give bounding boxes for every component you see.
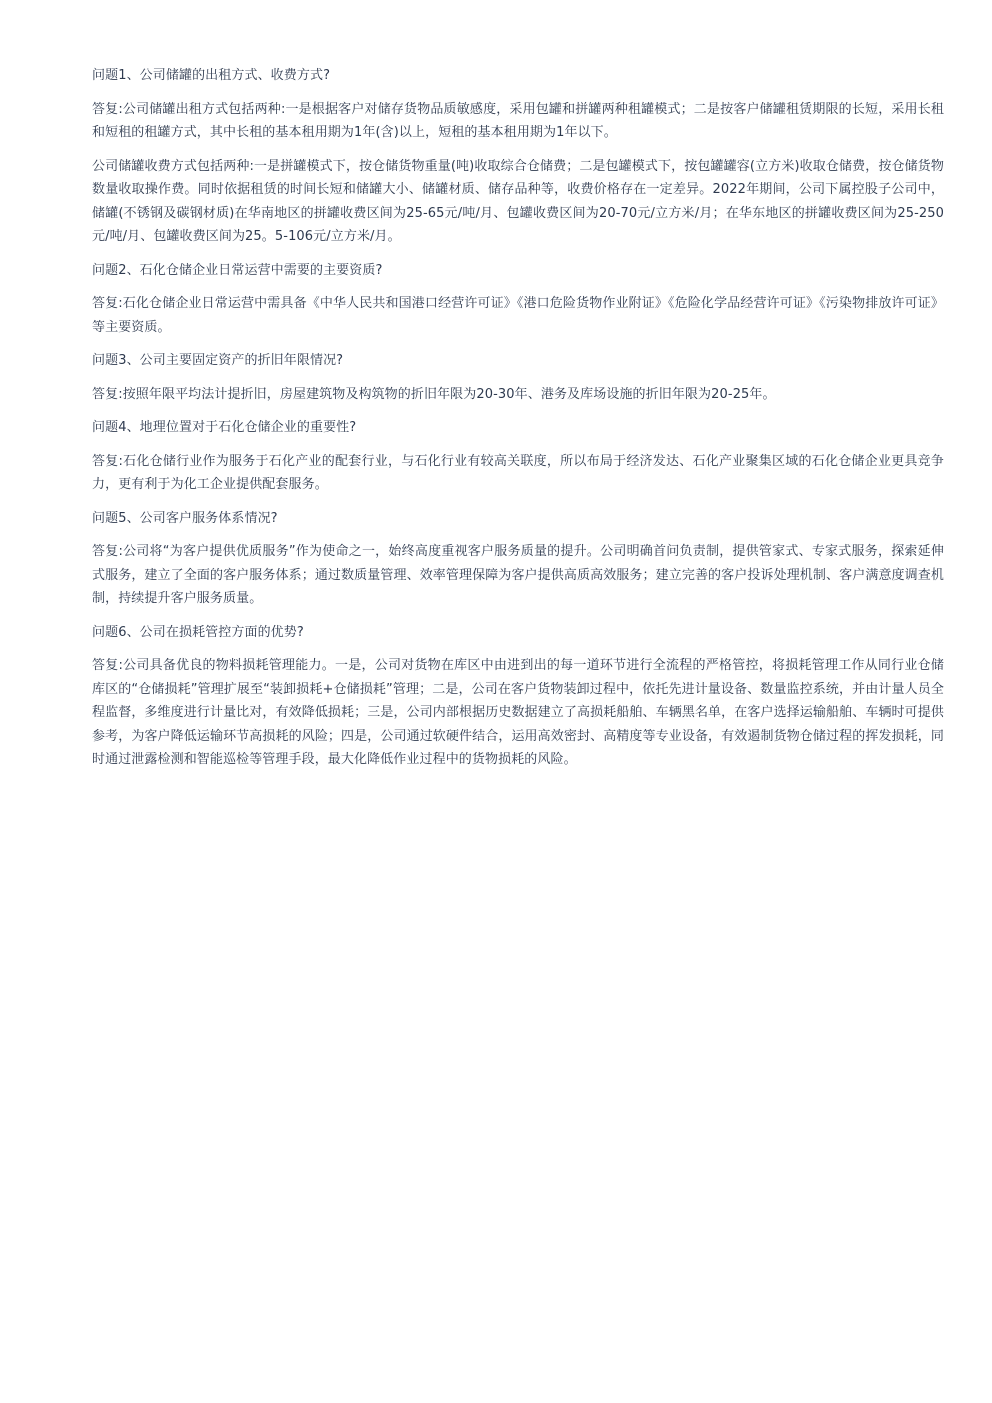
answer-4: 答复:石化仓储行业作为服务于石化产业的配套行业，与石化行业有较高关联度，所以布局于经济发达、石化产业聚集区域的石化仓储企业更具竞争力，更有利于为化工企业提供配套服务。 — [92, 453, 944, 492]
question-1: 问题1、公司储罐的出租方式、收费方式? — [92, 68, 331, 83]
answer-3: 答复:按照年限平均法计提折旧，房屋建筑物及构筑物的折旧年限为20-30年、港务及库场设施的折旧年限为20-25年。 — [92, 386, 776, 402]
question-6: 问题6、公司在损耗管控方面的优势? — [92, 624, 304, 640]
document-page — [92, 64, 944, 782]
question-2: 问题2、石化仓储企业日常运营中需要的主要资质? — [92, 262, 383, 278]
question-3: 问题3、公司主要固定资产的折旧年限情况? — [92, 353, 344, 368]
answer-6: 答复:公司具备优良的物料损耗管理能力。一是，公司对货物在库区中由进到出的每一道环节进行全流程的严格管控，将损耗管理工作从同行业仓储库区的“仓储损耗”管理扩展至“装卸损耗+仓储损耗”管理；二是，公司在客户货物装卸过程中，依托先进计量设备、数量监控系统，并由计量人员全程监督，多维度进行计量比对，有效降低损耗；三是，公司内部根据历史数据建立了高损耗船舶、车辆黑名单，在客户选择运输船舶、车辆时可提供参考，为客户降低运输环节高损耗的风险；四是，公司通过软硬件结合，运用高效密封、高精度等专业设备，有效遏制货物仓储过程的挥发损耗，同时通过泄露检测和智能巡检等管理手段，最大化降低作业过程中的货物损耗的风险。 — [92, 658, 944, 767]
question-5: 问题5、公司客户服务体系情况? — [92, 510, 278, 526]
answer-5: 答复:公司将“为客户提供优质服务”作为使命之一，始终高度重视客户服务质量的提升。公司明确首问负责制，提供管家式、专家式服务，探索延伸式服务，建立了全面的客户服务体系；通过数质量管理、效率管理保障为客户提供高质高效服务；建立完善的客户投诉处理机制、客户满意度调查机制，持续提升客户服务质量。 — [92, 544, 944, 606]
answer-2: 答复:石化仓储企业日常运营中需具备《中华人民共和国港口经营许可证》《港口危险货物作业附证》《危险化学品经营许可证》《污染物排放许可证》等主要资质。 — [92, 296, 944, 335]
answer-1-fees: 公司储罐收费方式包括两种:一是拼罐模式下，按仓储货物重量(吨)收取综合仓储费；二是包罐模式下，按包罐罐容(立方米)收取仓储费，按仓储货物数量收取操作费。同时依据租赁的时间长短和储罐大小、储罐材质、储存品种等，收费价格存在一定差异。2022年期间，公司下属控股子公司中，储罐(不锈钢及碳钢材质)在华南地区的拼罐收费区间为25-65元/吨/月、包罐收费区间为20-70元/立方米/月；在华东地区的拼罐收费区间为25-250元/吨/月、包罐收费区间为25。5-106元/立方米/月。 — [92, 158, 944, 244]
answer-1-rental: 答复:公司储罐出租方式包括两种:一是根据客户对储存货物品质敏感度，采用包罐和拼罐两种租罐模式；二是按客户储罐租赁期限的长短，采用长租和短租的租罐方式，其中长租的基本租用期为1年(含)以上，短租的基本租用期为1年以下。 — [92, 101, 944, 140]
question-4: 问题4、地理位置对于石化仓储企业的重要性? — [92, 420, 357, 435]
